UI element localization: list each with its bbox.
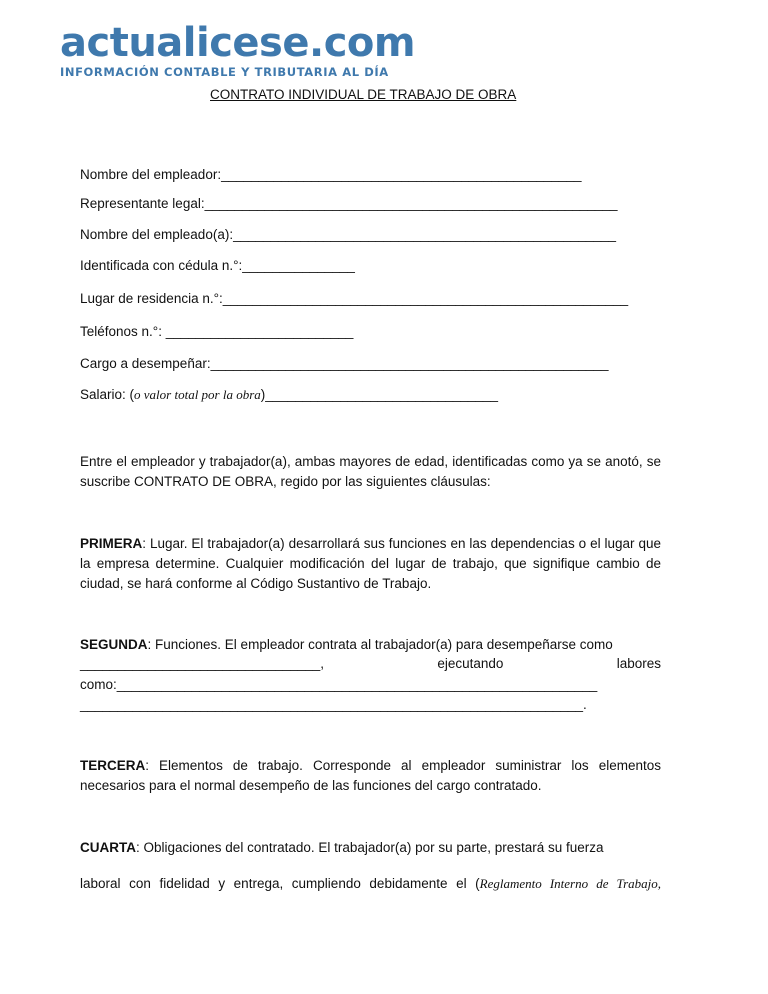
clause-cuarta-line2 (80, 874, 661, 894)
clause-label: SEGUNDA (80, 637, 148, 652)
field-blank: ___________________________________________________ (233, 227, 616, 242)
field-nombre-empleador (80, 167, 581, 182)
field-label: Salario: ( (80, 387, 135, 402)
clause-text: : Lugar. El trabajador(a) desarrollará sus funciones en las dependencias o el lugar que la empresa determine. Cualquier modificación del lugar de trabajo, que signifique cambio de ciudad, se hará conforme al Código Sustantivo de Trabajo. (80, 536, 661, 591)
clause-cuarta (80, 838, 661, 858)
field-lugar-residencia (80, 291, 628, 306)
field-hint: o valor total por la obra (134, 387, 261, 402)
field-salario (80, 387, 498, 403)
clause-segunda (80, 635, 661, 655)
clause-segunda-row4: ___________________________________________________________________. (80, 697, 587, 712)
logo-wordmark: actualicese.com (60, 20, 416, 66)
clause-primera (80, 534, 661, 594)
word-ejecutando: ejecutando (437, 656, 504, 671)
field-telefonos (80, 324, 353, 339)
field-label: Teléfonos n.°: (80, 324, 166, 339)
field-blank: _________________________ (165, 324, 354, 339)
clause-text: : Funciones. El empleador contrata al trabajador(a) para desempeñarse como (147, 637, 613, 652)
field-blank: _______________________________________________________ (204, 196, 618, 211)
clause-segunda-row3: como:________________________________________________________________ (80, 677, 598, 692)
field-cargo (80, 356, 609, 371)
field-blank: ______________________________________________________ (222, 291, 629, 306)
clause-label: TERCERA (80, 758, 146, 773)
word-labores: labores (616, 656, 661, 671)
clause-italic: Reglamento Interno de Trabajo, (479, 876, 661, 891)
field-label: Identificada con cédula n.°: (80, 258, 243, 273)
clause-segunda-row2 (80, 656, 661, 671)
field-label: Nombre del empleador: (80, 167, 222, 182)
field-blank: _____________________________________________________ (210, 356, 609, 371)
actualicese-logo (60, 20, 416, 79)
field-nombre-empleado (80, 227, 616, 242)
field-label: Lugar de residencia n.°: (80, 291, 223, 306)
clause-label: CUARTA (80, 840, 136, 855)
intro-paragraph: Entre el empleador y trabajador(a), ambas mayores de edad, identificadas como ya se anotó, se suscribe CONTRATO DE OBRA, regido por las siguientes cláusulas: (80, 454, 661, 489)
clause-label: PRIMERA (80, 536, 143, 551)
field-label: Nombre del empleado(a): (80, 227, 234, 242)
field-label: Cargo a desempeñar: (80, 356, 211, 371)
field-cedula (80, 258, 355, 273)
blank-line: ________________________________, (80, 656, 325, 671)
field-representante-legal (80, 196, 618, 211)
field-blank: _______________________________ (265, 387, 499, 402)
field-blank: ________________________________________________ (221, 167, 582, 182)
field-close: ) (260, 387, 266, 402)
clause-text: : Obligaciones del contratado. El trabajador(a) por su parte, prestará su fuerza (136, 840, 604, 855)
field-label: Representante legal: (80, 196, 205, 211)
document-title: CONTRATO INDIVIDUAL DE TRABAJO DE OBRA (210, 87, 517, 102)
clause-text: : Elementos de trabajo. Corresponde al empleador suministrar los elementos necesarios para el normal desempeño de las funciones del cargo contratado. (80, 758, 661, 793)
field-blank: _______________ (242, 258, 355, 273)
clause-tercera (80, 756, 661, 796)
logo-tagline: INFORMACIÓN CONTABLE Y TRIBUTARIA AL DÍA (60, 65, 389, 79)
clause-text: laboral con fidelidad y entrega, cumpliendo debidamente el ( (80, 876, 480, 891)
